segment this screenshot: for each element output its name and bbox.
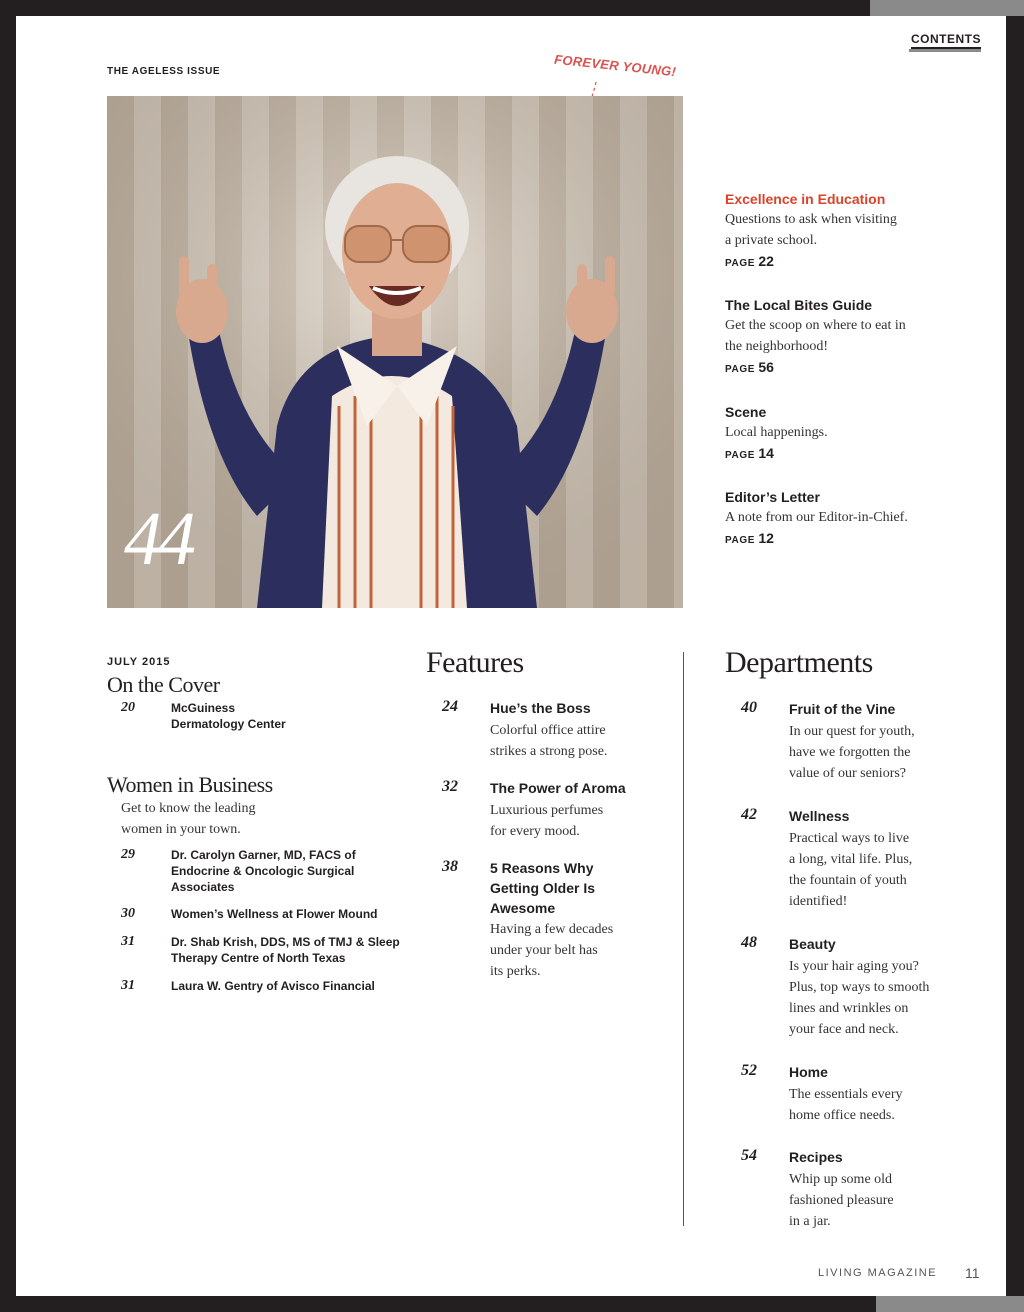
title-line: McGuiness: [171, 701, 236, 715]
desc-line: for every mood.: [490, 824, 580, 839]
cover-page-number: 44: [124, 497, 192, 581]
feature-title[interactable]: [490, 858, 640, 918]
page-label: PAGE: [725, 364, 755, 375]
feature-desc: [490, 720, 640, 762]
entry-number: 30: [121, 906, 135, 921]
department-title[interactable]: Fruit of the Vine: [789, 701, 896, 717]
desc-line: Colorful office attire: [490, 723, 606, 738]
page-label: PAGE: [725, 450, 755, 461]
entry-number: 20: [121, 700, 135, 715]
desc-line: in a jar.: [789, 1214, 831, 1229]
title-line: Associates: [171, 880, 235, 894]
desc-line: the fountain of youth: [789, 873, 907, 888]
desc-line: fashioned pleasure: [789, 1193, 894, 1208]
entry-number: 38: [442, 858, 458, 875]
footer-page-number: 11: [965, 1265, 980, 1281]
entry-number: 52: [741, 1062, 757, 1079]
title-line: Dr. Carolyn Garner, MD, FACS of: [171, 848, 356, 862]
page-number: 14: [758, 445, 774, 461]
department-title[interactable]: Recipes: [789, 1149, 843, 1165]
women-in-business-desc: [121, 798, 301, 840]
highlight-desc: A note from our Editor-in-Chief.: [725, 510, 908, 525]
desc-line: identified!: [789, 894, 848, 909]
title-line: Hue’s the Boss: [490, 700, 591, 716]
feature-title[interactable]: [490, 778, 640, 798]
contents-rule: [909, 49, 981, 52]
highlight-page: [725, 253, 965, 269]
wib-entry-title[interactable]: [171, 847, 431, 895]
corner-tab-bottom: [876, 1296, 1024, 1312]
feature-title[interactable]: [490, 698, 640, 718]
cover-photo: [107, 96, 683, 608]
page-number: 56: [758, 359, 774, 375]
highlight-desc: the neighborhood!: [725, 339, 829, 354]
desc-line: Practical ways to live: [789, 831, 910, 846]
women-in-business-heading: Women in Business: [107, 772, 273, 797]
highlight-title: Editor’s Letter: [725, 489, 820, 505]
wib-entry-title[interactable]: [171, 934, 431, 966]
title-line: Endocrine & Oncologic Surgical: [171, 864, 355, 878]
highlight-desc: a private school.: [725, 233, 818, 248]
desc-line: In our quest for youth,: [789, 724, 915, 739]
desc-line: under your belt has: [490, 943, 598, 958]
highlight-desc: Questions to ask when visiting: [725, 212, 897, 227]
corner-tab-top: [870, 0, 1024, 16]
desc-line: Having a few decades: [490, 922, 614, 937]
features-heading: Features: [426, 646, 524, 679]
highlight-desc: Get the scoop on where to eat in: [725, 318, 906, 333]
forever-young-annotation: FOREVER YOUNG!: [553, 51, 677, 80]
desc-line: Plus, top ways to smooth: [789, 980, 930, 995]
feature-desc: [490, 800, 640, 842]
title-line: The Power of Aroma: [490, 780, 626, 796]
desc-line: Whip up some old: [789, 1172, 893, 1187]
title-line: Women’s Wellness at Flower Mound: [171, 907, 378, 921]
desc-line: value of our seniors?: [789, 766, 907, 781]
entry-number: 29: [121, 847, 135, 862]
department-title[interactable]: Home: [789, 1064, 828, 1080]
title-line: Awesome: [490, 900, 556, 916]
highlight-item[interactable]: [725, 487, 965, 546]
title-line: Dr. Shab Krish, DDS, MS of TMJ & Sleep: [171, 935, 400, 949]
department-title[interactable]: Wellness: [789, 808, 850, 824]
entry-number: 24: [442, 698, 458, 715]
entry-number: 42: [741, 806, 757, 823]
wib-entry-title[interactable]: [171, 978, 431, 994]
highlight-title: Scene: [725, 404, 767, 420]
highlight-page: [725, 445, 965, 461]
department-desc: [789, 828, 949, 912]
highlight-item[interactable]: [725, 189, 965, 269]
on-the-cover-heading: On the Cover: [107, 672, 220, 697]
department-desc: [789, 721, 949, 784]
entry-number: 48: [741, 934, 757, 951]
desc-line: lines and wrinkles on: [789, 1001, 909, 1016]
title-line: Dermatology Center: [171, 717, 286, 731]
departments-heading: Departments: [725, 646, 873, 679]
desc-line: women in your town.: [121, 822, 241, 837]
page-number: 12: [758, 530, 774, 546]
desc-line: strikes a strong pose.: [490, 744, 608, 759]
desc-line: Is your hair aging you?: [789, 959, 919, 974]
magazine-page: [16, 16, 1006, 1296]
department-title[interactable]: Beauty: [789, 936, 836, 952]
highlight-item[interactable]: [725, 295, 965, 375]
desc-line: your face and neck.: [789, 1022, 899, 1037]
desc-line: Get to know the leading: [121, 801, 256, 816]
title-line: Getting Older Is: [490, 880, 596, 896]
desc-line: its perks.: [490, 964, 541, 979]
highlight-desc: Local happenings.: [725, 425, 828, 440]
wib-entry-title[interactable]: [171, 906, 431, 922]
page-label: PAGE: [725, 535, 755, 546]
desc-line: have we forgotten the: [789, 745, 911, 760]
title-line: Laura W. Gentry of Avisco Financial: [171, 979, 375, 993]
issue-date: JULY 2015: [107, 656, 171, 668]
desc-line: a long, vital life. Plus,: [789, 852, 913, 867]
highlight-title: Excellence in Education: [725, 191, 886, 207]
entry-number: 32: [442, 778, 458, 795]
desc-line: home office needs.: [789, 1108, 895, 1123]
title-line: Therapy Centre of North Texas: [171, 951, 346, 965]
entry-number: 31: [121, 934, 135, 949]
feature-desc: [490, 919, 640, 982]
department-desc: [789, 956, 949, 1040]
desc-line: Luxurious perfumes: [490, 803, 604, 818]
highlight-page: [725, 530, 965, 546]
entry-number: 31: [121, 978, 135, 993]
title-line: 5 Reasons Why: [490, 860, 594, 876]
issue-label: THE AGELESS ISSUE: [107, 66, 221, 77]
contents-label: CONTENTS: [911, 32, 981, 49]
department-desc: [789, 1169, 949, 1232]
entry-number: 54: [741, 1147, 757, 1164]
cover-entry-title[interactable]: [171, 700, 431, 732]
desc-line: The essentials every: [789, 1087, 903, 1102]
entry-number: 40: [741, 699, 757, 716]
column-divider: [683, 652, 684, 1226]
highlight-title: The Local Bites Guide: [725, 297, 873, 313]
highlight-page: [725, 359, 965, 375]
highlight-item[interactable]: [725, 402, 965, 461]
page-label: PAGE: [725, 258, 755, 269]
department-desc: [789, 1084, 949, 1126]
footer-magazine-name: LIVING MAGAZINE: [818, 1267, 938, 1279]
page-number: 22: [758, 253, 774, 269]
